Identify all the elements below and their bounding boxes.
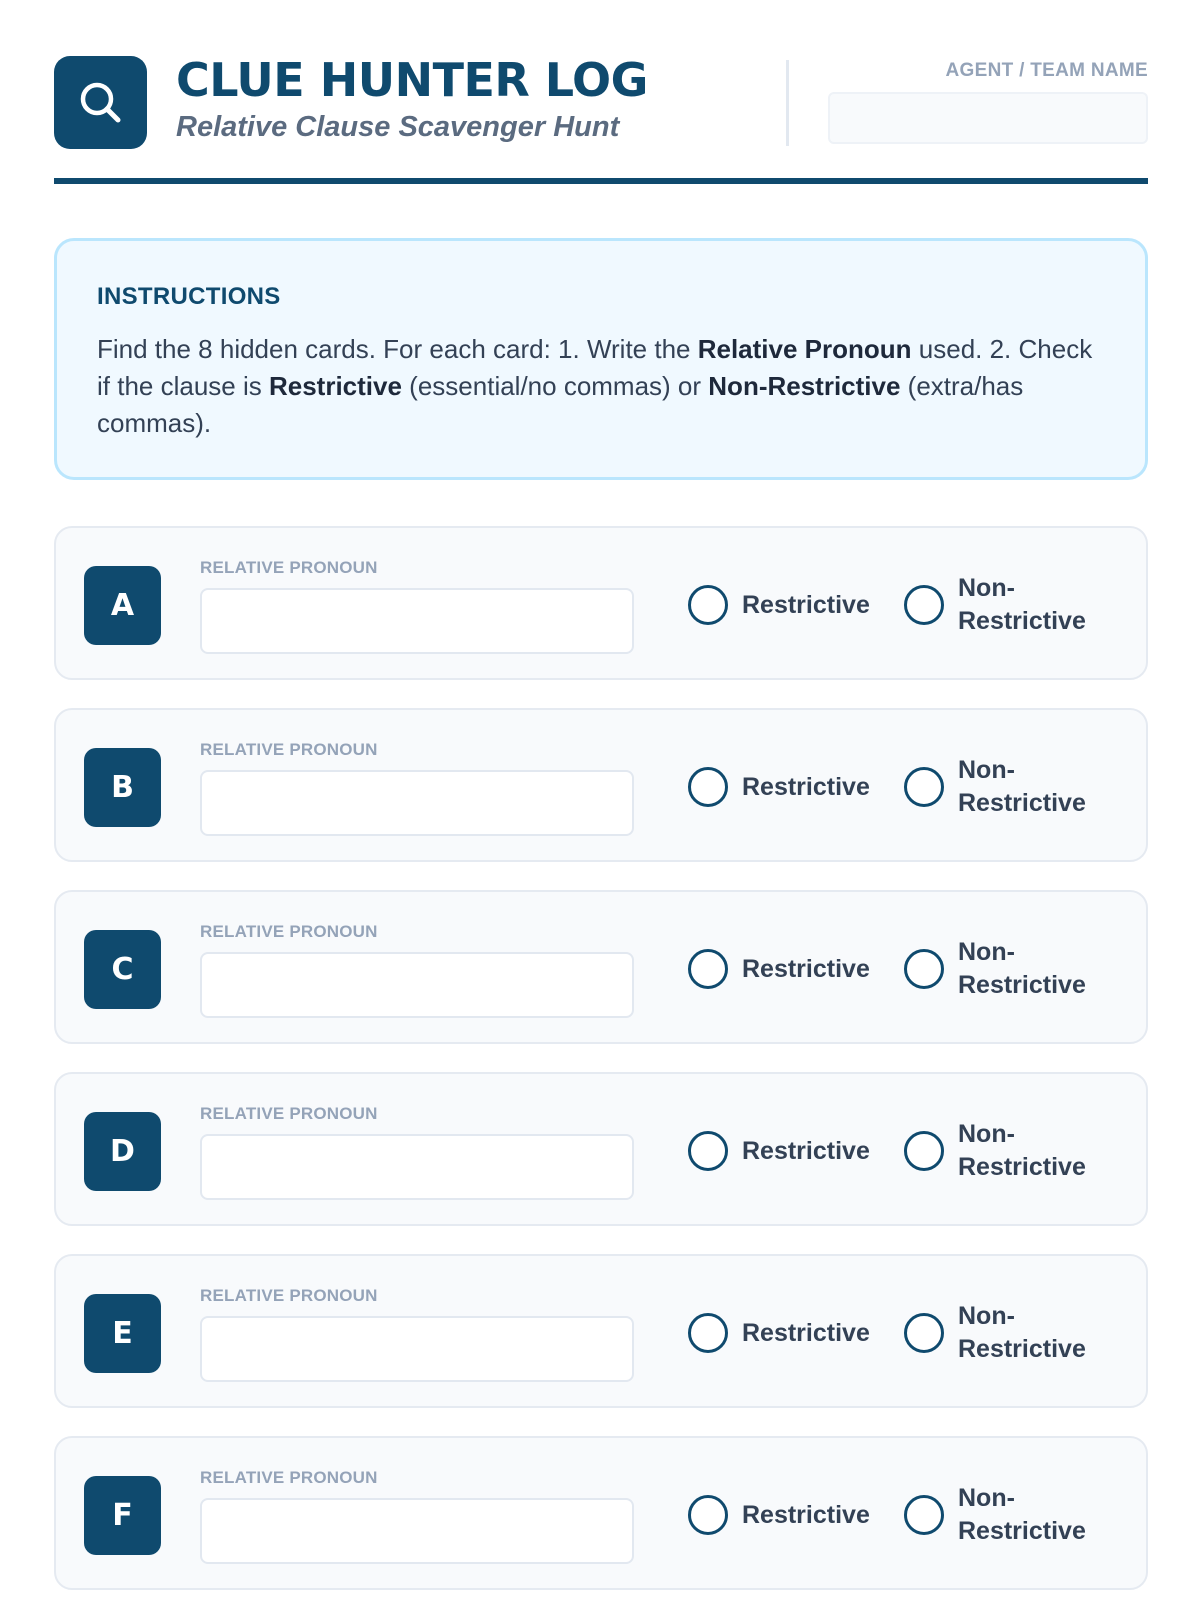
- restrictive-label: Restrictive: [742, 772, 870, 801]
- radio-button[interactable]: [904, 767, 944, 807]
- relative-pronoun-label: RELATIVE PRONOUN: [200, 1468, 378, 1487]
- non-restrictive-option[interactable]: [904, 1074, 1098, 1228]
- instructions-part: Find the 8 hidden cards. For each card: 1. Write the: [97, 334, 698, 364]
- non-restrictive-option[interactable]: [904, 710, 1098, 864]
- header: [54, 54, 1148, 184]
- instructions-term: Restrictive: [268, 371, 402, 401]
- non-restrictive-label: Non-Restrictive: [958, 938, 1086, 999]
- radio-button[interactable]: [688, 949, 728, 989]
- instructions-text: [97, 331, 1105, 442]
- clue-card-e: [54, 1254, 1148, 1408]
- relative-pronoun-input[interactable]: [200, 1498, 634, 1564]
- instructions-box: [54, 238, 1148, 480]
- card-letter-badge: F: [84, 1476, 161, 1555]
- non-restrictive-label: Non-Restrictive: [958, 1484, 1086, 1545]
- radio-button[interactable]: [688, 1313, 728, 1353]
- instructions-part: (essential/no commas) or: [401, 371, 709, 401]
- instructions-heading: INSTRUCTIONS: [97, 283, 281, 310]
- card-letter-badge: C: [84, 930, 161, 1009]
- non-restrictive-label: Non-Restrictive: [958, 1120, 1086, 1181]
- clue-card-a: [54, 526, 1148, 680]
- relative-pronoun-label: RELATIVE PRONOUN: [200, 922, 378, 941]
- radio-button[interactable]: [904, 1131, 944, 1171]
- header-divider: [786, 60, 789, 146]
- search-icon: [76, 78, 126, 128]
- non-restrictive-option[interactable]: [904, 1438, 1098, 1592]
- relative-pronoun-input[interactable]: [200, 770, 634, 836]
- relative-pronoun-input[interactable]: [200, 1316, 634, 1382]
- radio-button[interactable]: [688, 767, 728, 807]
- page-subtitle: Relative Clause Scavenger Hunt: [176, 111, 620, 143]
- relative-pronoun-input[interactable]: [200, 952, 634, 1018]
- non-restrictive-label: Non-Restrictive: [958, 1302, 1086, 1363]
- restrictive-option[interactable]: [688, 1438, 870, 1592]
- radio-button[interactable]: [904, 1495, 944, 1535]
- page-title: CLUE HUNTER LOG: [176, 53, 648, 107]
- card-letter-badge: E: [84, 1294, 161, 1373]
- instructions-term: Relative Pronoun: [697, 334, 912, 364]
- non-restrictive-label: Non-Restrictive: [958, 574, 1086, 635]
- clue-card-c: [54, 890, 1148, 1044]
- title-block: [176, 54, 648, 144]
- radio-button[interactable]: [688, 1495, 728, 1535]
- restrictive-option[interactable]: [688, 710, 870, 864]
- restrictive-label: Restrictive: [742, 954, 870, 983]
- logo: [54, 56, 147, 149]
- agent-name-input[interactable]: [828, 92, 1148, 144]
- card-letter-badge: D: [84, 1112, 161, 1191]
- radio-button[interactable]: [904, 949, 944, 989]
- clue-card-d: [54, 1072, 1148, 1226]
- restrictive-option[interactable]: [688, 1074, 870, 1228]
- relative-pronoun-label: RELATIVE PRONOUN: [200, 1286, 378, 1305]
- radio-button[interactable]: [904, 1313, 944, 1353]
- restrictive-option[interactable]: [688, 1256, 870, 1410]
- clue-card-f: [54, 1436, 1148, 1590]
- relative-pronoun-label: RELATIVE PRONOUN: [200, 1104, 378, 1123]
- clue-card-b: [54, 708, 1148, 862]
- non-restrictive-label: Non-Restrictive: [958, 756, 1086, 817]
- relative-pronoun-label: RELATIVE PRONOUN: [200, 740, 378, 759]
- restrictive-label: Restrictive: [742, 1318, 870, 1347]
- non-restrictive-option[interactable]: [904, 1256, 1098, 1410]
- relative-pronoun-label: RELATIVE PRONOUN: [200, 558, 378, 577]
- restrictive-label: Restrictive: [742, 590, 870, 619]
- relative-pronoun-input[interactable]: [200, 588, 634, 654]
- restrictive-option[interactable]: [688, 528, 870, 682]
- instructions-part: used. 2. Check if the clause is: [97, 334, 1093, 401]
- instructions-term: Non-Restrictive: [708, 371, 901, 401]
- non-restrictive-option[interactable]: [904, 528, 1098, 682]
- radio-button[interactable]: [688, 585, 728, 625]
- radio-button[interactable]: [688, 1131, 728, 1171]
- relative-pronoun-input[interactable]: [200, 1134, 634, 1200]
- restrictive-label: Restrictive: [742, 1136, 870, 1165]
- non-restrictive-option[interactable]: [904, 892, 1098, 1046]
- card-letter-badge: A: [84, 566, 161, 645]
- radio-button[interactable]: [904, 585, 944, 625]
- agent-name-label: AGENT / TEAM NAME: [945, 60, 1148, 81]
- instructions-part: (extra/has commas).: [97, 371, 1024, 438]
- restrictive-label: Restrictive: [742, 1500, 870, 1529]
- header-rule: [54, 178, 1148, 184]
- restrictive-option[interactable]: [688, 892, 870, 1046]
- card-letter-badge: B: [84, 748, 161, 827]
